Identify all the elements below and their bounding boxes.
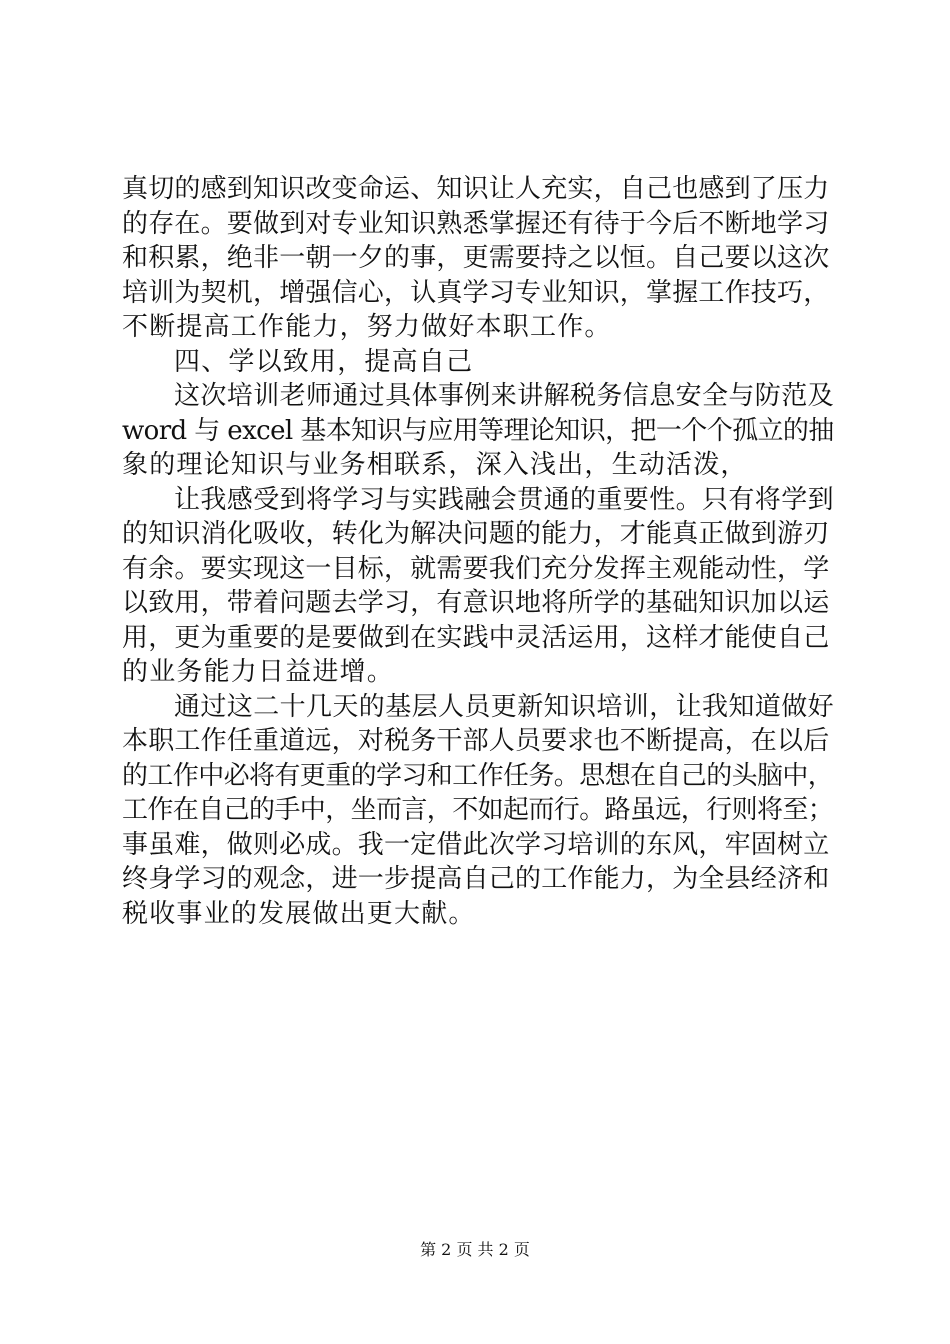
document-body: [122, 172, 834, 931]
text-line: 培训为契机，增强信心，认真学习专业知识，掌握工作技巧，: [122, 277, 830, 308]
text-line: 不断提高工作能力，努力做好本职工作。: [122, 312, 612, 342]
page-footer: 第 2 页 共 2 页: [420, 1240, 530, 1259]
text-line: 的知识消化吸收，转化为解决问题的能力，才能真正做到游刃: [122, 519, 830, 549]
text-line: 的工作中必将有更重的学习和工作任务。思想在自己的头脑中，: [122, 760, 834, 791]
text-line: 的业务能力日益进增。: [122, 657, 395, 687]
text-line: 以致用，带着问题去学习，有意识地将所学的基础知识加以运: [122, 588, 830, 618]
text-line: 用，更为重要的是要做到在实践中灵活运用，这样才能使自己: [122, 622, 830, 653]
text-line: 工作在自己的手中，坐而言，不如起而行。路虽远，行则将至；: [122, 795, 834, 825]
text-line: 让我感受到将学习与实践融会贯通的重要性。只有将学到: [174, 484, 835, 515]
text-line: 象的理论知识与业务相联系，深入浅出，生动活泼，: [122, 450, 748, 480]
text-line: 终身学习的观念，进一步提高自己的工作能力，为全县经济和: [122, 864, 830, 894]
text-line: 这次培训老师通过具体事例来讲解税务信息安全与防范及: [174, 381, 835, 411]
text-line: 有余。要实现这一目标，就需要我们充分发挥主观能动性，学: [122, 553, 830, 584]
text-line: 四、学以致用，提高自己: [174, 346, 474, 377]
text-line: 的存在。要做到对专业知识熟悉掌握还有待于今后不断地学习: [122, 208, 830, 239]
text-line: 本职工作任重道远，对税务干部人员要求也不断提高，在以后: [122, 726, 830, 756]
text-line: 和积累，绝非一朝一夕的事，更需要持之以恒。自己要以这次: [122, 243, 830, 273]
text-line: 通过这二十几天的基层人员更新知识培训，让我知道做好: [174, 691, 835, 722]
text-line: 事虽难，做则必成。我一定借此次学习培训的东风，牢固树立: [122, 829, 830, 860]
text-line: 真切的感到知识改变命运、知识让人充实，自己也感到了压力: [122, 174, 830, 204]
text-line: word 与 excel 基本知识与应用等理论知识，把一个个孤立的抽: [122, 415, 834, 446]
text-line: 税收事业的发展做出更大献。: [122, 898, 476, 929]
